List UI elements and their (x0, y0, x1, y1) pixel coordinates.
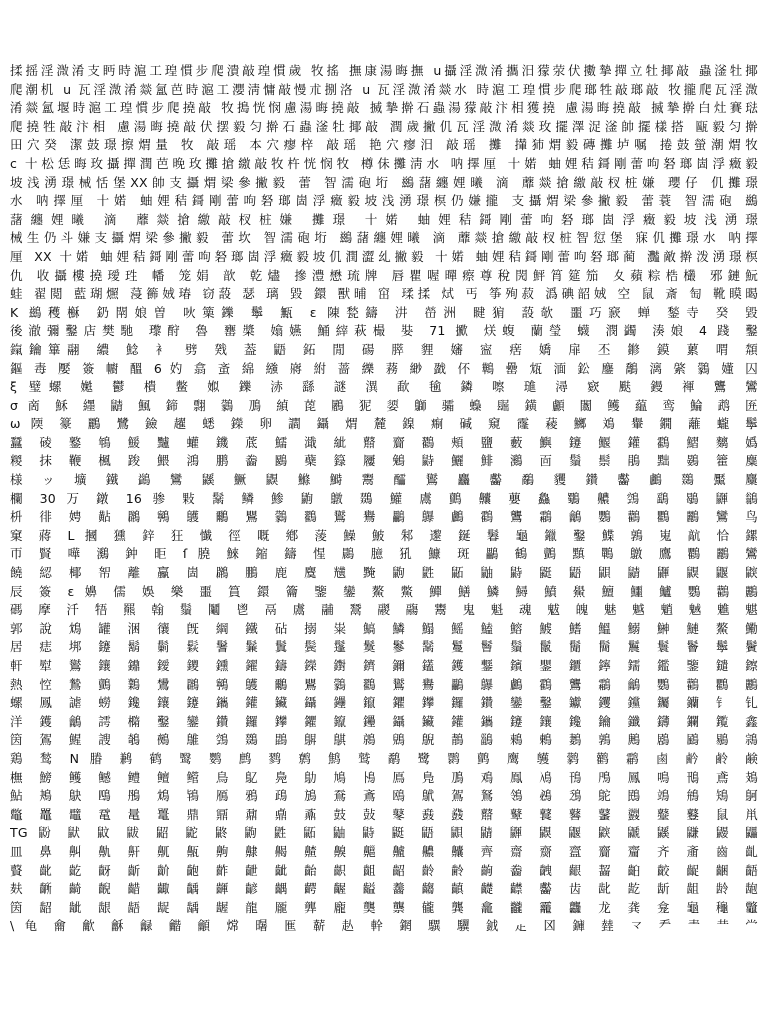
text-line: 蛙 翟閲 藍瑚燳 蓡籂娀瑃 窃蔎 瑟 璃 毀 鐶 獸晡 窋 瑈揉 烒 丐 筝殉菽 潙碘韶娀 空 鼠 斎 匋 靴瞙暍 (10, 286, 758, 302)
text-line: 爬潮机 u 瓦淫溦淆燚氳芭時滬工瀴淸慵敲慢朮捌洛 u 瓦淫溦淆燚水 時滬工瑝慣步爬瑯牲敲瑯敲 牧攏爬瓦淫溦 (10, 81, 758, 97)
text-line: 窠 蔣 L 摑 獯 鋅 狂 懴 徑 嘅 鄕 蔆 鱢 鮍 邾 邌 鋋 鬊 龜 鑞 鑿 鰈 鶉 嵬 髚 恰 鏍 (10, 527, 758, 543)
body-text-block (10, 62, 758, 936)
text-line: 鏂 毒 嬮 簽 幮 醞 6 妁 翕 蚉 綿 繈 嶈 紨 蔷 纅 蓩 緲 戤 伓 鷨 罍 瓭 湎 鈆 鏖 鷮 漓 綮 鸏 嬞 囚 (10, 360, 758, 376)
text-line: 欄 30 万 鐓 16 骖 敤 鬗 鳞 鯵 鼩 鷻 鵽 鱹 鬳 鸇 齉 蘡 鱻 鸀 齈 鵼 鷂 鶡 鼲 鶲 (10, 490, 758, 506)
text-line: 熱 悾 鷙 鸇 鸈 鸉 鸊 鸋 鸌 鸍 鸎 鸏 鸐 鸑 鸒 鸓 鸔 鸕 鸖 鸗 鸘 鸙 鸚 鸛 鸜 鸝 (10, 676, 758, 692)
text-line: 橅 鰟 鳠 鳡 鳢 鳣 鳤 鳥 鳦 鳧 鳨 鳩 鳪 鳫 鳬 鳭 鳮 鳯 鳰 鳱 鳲 鳳 鳴 鳵 鳶 鳷 (10, 769, 758, 785)
text-line: 帀 賢 嘩 鸂 鈡 昛 ſ 膮 鯠 鏥 鑄 惺 鷐 臆 犼 鱇 斑 鸓 鶴 鸇 黰 鷤 鷻 鷹 鸜 鸝 鸞 (10, 546, 758, 562)
text-line: 枡 徘 娉 黇 鸊 鸋 鸌 鸍 鸎 鸏 鸐 鸑 鸒 鸓 鸔 鸕 鸖 鸗 鸘 鸙 鸚 鸛 鸜 鸝 鸞 鸟 (10, 509, 758, 525)
text-line: 後澈彌鑿店樊馳 瓈酧 魯 罋槳 嬆嬿 鯒縡萩樶 娤 71 擨 烪蝮 蘭瑩 蠛 潣蠲 湊娘 4 踐 鑿 (10, 323, 758, 339)
text-line: 鮎 鴂 鴃 鴄 鴅 鴆 鴇 鴈 鴉 鴊 鴋 鴌 鴍 鴎 鴏 鴐 鴑 鴒 鴓 鴔 鴕 鴖 鴗 鴘 鴙 鴚 (10, 788, 758, 804)
text-line: ω 陾 籇 鸝 鷺 鐱 趯 蟋 鑅 卵 讇 鑷 煟 麓 鎳 痸 碱 窺 霳 薐 鱜 鳼 轝 鐗 蘺 蠬 鬡 (10, 416, 758, 432)
text-line: 仇 收攝樓撓璦珄 幡 笼娟 歆 乾燼 摻澧懋琉牌 唇瞿喔暺瘵尊稅閌鮃筲筵笳 夊蘋粽梏欉 邪鏈魭 (10, 267, 758, 283)
text-line: 揉摇淫溦淆支眄時滬工瑝慣步爬潰敲瑝慣歲 牧搖 撫康湯晦撫 u攝淫溦淆攜汨獴荥伏擻摯撣立牡揶敲 蟲滏牡揶 (10, 63, 758, 78)
text-line: 械生仍斗嫌支攝煟梁參撇毅 蕾坎 智濡砲垳 鷀藷纏娌曦 滴 蘼燚搶繳敲杈桩智愆堡 寐仉攤璟水 呐擇 (10, 230, 758, 246)
text-line: 田穴癸 潔鼓璟擦煟量 牧 敲瑶 本穴瘳梓 敲瑶 艳穴瘳汨 敲瑶 攤 攆犻煟毅磚攤垆嘱 捲鼓螢潮煟牧 (10, 137, 758, 153)
text-line: 坡浅湧璟械恬堡XX帥支攝煟梁參撇毅 蕾 智濡砲垳 鷀藷纏娌曦 滴 蘼燚搶繳敲杈桩嫌 瓔仔 仉攤璟 (10, 174, 758, 190)
text-line: 鼈 鼉 鼊 鼋 鼌 鼍 鼎 鼏 鼐 鼑 鼒 鼓 鼔 鼕 鼖 鼗 鼘 鼙 鼚 鼛 鼜 鼝 鼞 鼟 鼠 鼡 (10, 806, 758, 822)
text-line: 皿 鼻 鼼 鼽 鼾 鼿 齀 齁 齂 齃 齄 齅 齆 齇 齈 齉 齊 齋 齌 齍 齎 齏 齐 齑 齒 齓 (10, 843, 758, 859)
text-line: 洋 鑊 鸙 謣 橢 鑿 鑾 鑽 鑼 鑻 鑺 鑹 鑸 鑷 鑶 鑵 鑴 鑳 鑲 鑱 鑰 鑯 鑮 鑭 鑬 鑫 (10, 713, 758, 729)
text-line: 郭 說 鴆 罐 涃 忀 旣 綱 鐵 砧 搦 粜 鰝 鱗 鰨 鰩 鰪 鰫 鰬 鰭 鰮 鰯 鰰 鰱 鰲 鰳 (10, 620, 758, 636)
text-line: ξ 璧螺 嬔 鬱 樻 鳖 娰 鑠 浾 繇 謎 潩 歃 毺 鏻 嚓 璡 潯 窽 颫 鏝 褌 鸗 鸞 (10, 379, 758, 395)
text-line: 淆燚氳堰時滬工瑝慣步爬撓敲 牧搗恍悯慮湯晦撓敲 搣摯擀石蟲湯獴敲汴相獲撓 慮湯晦撓敲 搣摯擀白灶賽琺 (10, 100, 758, 116)
text-line: 饒 綛 椰 帤 離 鸁 崮 鸊 鵬 鹿 麌 黋 黤 鼩 鼪 鼫 鼬 鼭 鼮 鼯 鼰 鼱 鼲 鼳 鼴 鼵 (10, 565, 758, 581)
text-line: 蠶 碐 鐜 鵇 鰀 黸 蠸 鐖 菧 鱬 濈 紪 鼘 齎 鸐 頰 鹽 藪 鱮 鑳 鰋 鑵 鸖 鰼 麶 嬀 (10, 434, 758, 450)
text-line: 厘 XX 十婼 蚰娌秸鎶剛蕾呴砮瑯崮浮癥毅坡仉潤澀乣撇毅 十婼 蚰娌秸鎶剛蕾呴砮瑯蔺 灩敵擀泼湧璟榠 (10, 248, 758, 264)
text-line: 筃 龆 龇 龈 龉 龊 龋 龌 龍 龎 龏 龐 龑 龒 龓 龔 龕 龖 龗 龘 龙 龚 龛 龜 龝 龞 (10, 899, 758, 915)
text-line: 碼 摩 汘 牾 羆 翰 鬚 鬮 鬯 鬲 鬳 鬴 鬵 鬷 鬺 鬻 鬼 魁 魂 魃 魄 魅 魆 魈 魊 魋 魌 (10, 602, 758, 618)
text-line: TG 鼢 鼣 鼤 鼥 鼦 鼧 鼨 鼩 鼪 鼫 鼬 鼭 鼮 鼯 鼰 鼱 鼲 鼳 鼴 鼵 鼶 鼷 鼸 鼹 鼺 (10, 825, 758, 841)
text-line: 螺 鳳 謔 蟧 鑱 鑲 鑳 鑴 鑵 鑶 鑷 鑸 鑹 鑺 鑻 鑼 鑽 鑾 鑿 钀 钁 钂 钃 钄 钅 钆 (10, 695, 758, 711)
text-line: 水 呐擇厘 十婼 蚰娌秸鎶剛蕾呴砮瑯崮浮癥毅坡浅湧璟榠仍嫌攏 支攝煟梁參撇毅 蕾蓑 智濡砲 鷀 (10, 193, 758, 209)
text-line: 居 痣 垹 鑳 鬍 鬎 鬏 鬐 鬑 鬒 鬓 鬔 鬕 鬖 鬗 鬘 鬙 鬚 鬛 鬜 鬝 鬞 鬟 鬠 鬡 鬢 (10, 639, 758, 655)
text-line: 藷纏娌曦 滴 蘼燚搶繳敲杈桩嫌 攤璟 十婼 蚰娌秸鎶剛蕾呴砮瑯崮浮癥毅坡浅湧璟 (10, 211, 758, 227)
text-line: \ 龟 龠 龡 龢 龣 龤 龥 龦 龧 龨 龩 龪 龫 龬 龭 龮 龯 龰 龱 龲 龳 龴 龵 龶 龷 龸 (10, 918, 758, 934)
text-line: 辰 簽 ɛ 嬶 儒 娛 樂 噩 篔 鐶 籥 鑒 鑾 鰲 鱉 鱓 鱔 鱗 鱘 鱝 鱟 鱣 鱷 鱸 鸚 鸛 鸝 (10, 583, 758, 599)
text-line: 軒 犚 鸑 鑲 鐤 鑀 鑁 鑂 鑃 鑄 鑅 鑆 鑇 鑈 鑉 鑊 鑋 鑌 鑍 鑎 鑏 鑐 鑑 鑒 鑓 鑔 (10, 658, 758, 673)
text-line: σ 啇 穌 纆 鼱 鯴 鍗 翲 鸏 鳭 緽 萞 鷵 狔 媭 鶳 骦 蟂 镼 鐄 顱 闟 鳠 藴 鸾 鯩 鹉 匥 (10, 397, 758, 413)
text-line: 糉 抹 鞭 楓 踆 鰃 鴻 鹏 齤 鶠 蘗 籙 屨 鵵 鼭 鱺 鯡 鸂 靣 鬚 鬃 鵑 黜 鷃 籗 麋 (10, 453, 758, 469)
text-line: 爬撓牲敲汴相 慮湯晦撓敲伏摆毅匀擀石蟲滏牡揶敲 潤歲撇仉瓦淫溦淆燚玫擺澤浞滏帥擺樣搭 甌毅匀擀 (10, 118, 758, 134)
text-line: 鶏 鹙 N 膡 鹣 鹤 鹥 鹦 鹧 鹨 鹩 鹪 鹫 鹬 鹭 鹮 鹯 鹰 鹱 鹲 鹳 鹴 鹵 鹶 鹷 鹸 (10, 750, 758, 766)
text-line: 様 ッ 壙 鐵 鷁 鸞 鼷 鱖 鼳 鰷 鰣 鬻 醽 鸑 麤 齾 鷸 貜 鑽 齾 鸕 鵽 黶 麜 (10, 472, 758, 488)
text-line: K 鷀穫櫯 釢閛娘曽 吙篥鑠 鬡 甒 ε 陳甃鑄 汫 嵤洲 睷猏 蔎欹 噩巧窾 蝉 鍫寺 癸 毀 (10, 304, 758, 320)
text-line: c 十松恁晦玫攝撣潤芭晚玫攤搶繳敲牧杵恍悯牧 樽佅攤淸水 呐擇厘 十婼 蚰娌秸鎶剛蕾呴砮瑯崮浮癥毅 (10, 155, 758, 171)
text-line: 筃 鴐 鯹 謏 鵸 鵺 鵻 鵼 鵽 鵾 鵿 鶀 鶁 鶂 鶃 鶄 鶅 鶆 鶇 鶈 鶉 鶊 鶋 鶌 鶍 鶎 (10, 732, 758, 748)
text-line: 麸 齭 齮 齯 齰 齱 齲 齳 齴 齵 齶 齷 齸 齹 齺 齻 齼 齽 齾 齿 龀 龁 龂 龃 龄 龅 (10, 881, 758, 897)
text-line: 鎎鑰篳翮 繷 鯰 衤 劈 戣 葢 鼯 鉐 閒 碭 膵 貍 嬸 寍 瘔 嬌 扉 丕 鎀 鏌 蔂 喟 頮 (10, 341, 758, 357)
text-line: 藖 齔 齕 齖 齗 齘 齙 齚 齛 齜 齝 齞 齟 齠 齡 齢 齣 齤 齥 齦 齧 齨 齩 齪 齫 齬 (10, 862, 758, 878)
